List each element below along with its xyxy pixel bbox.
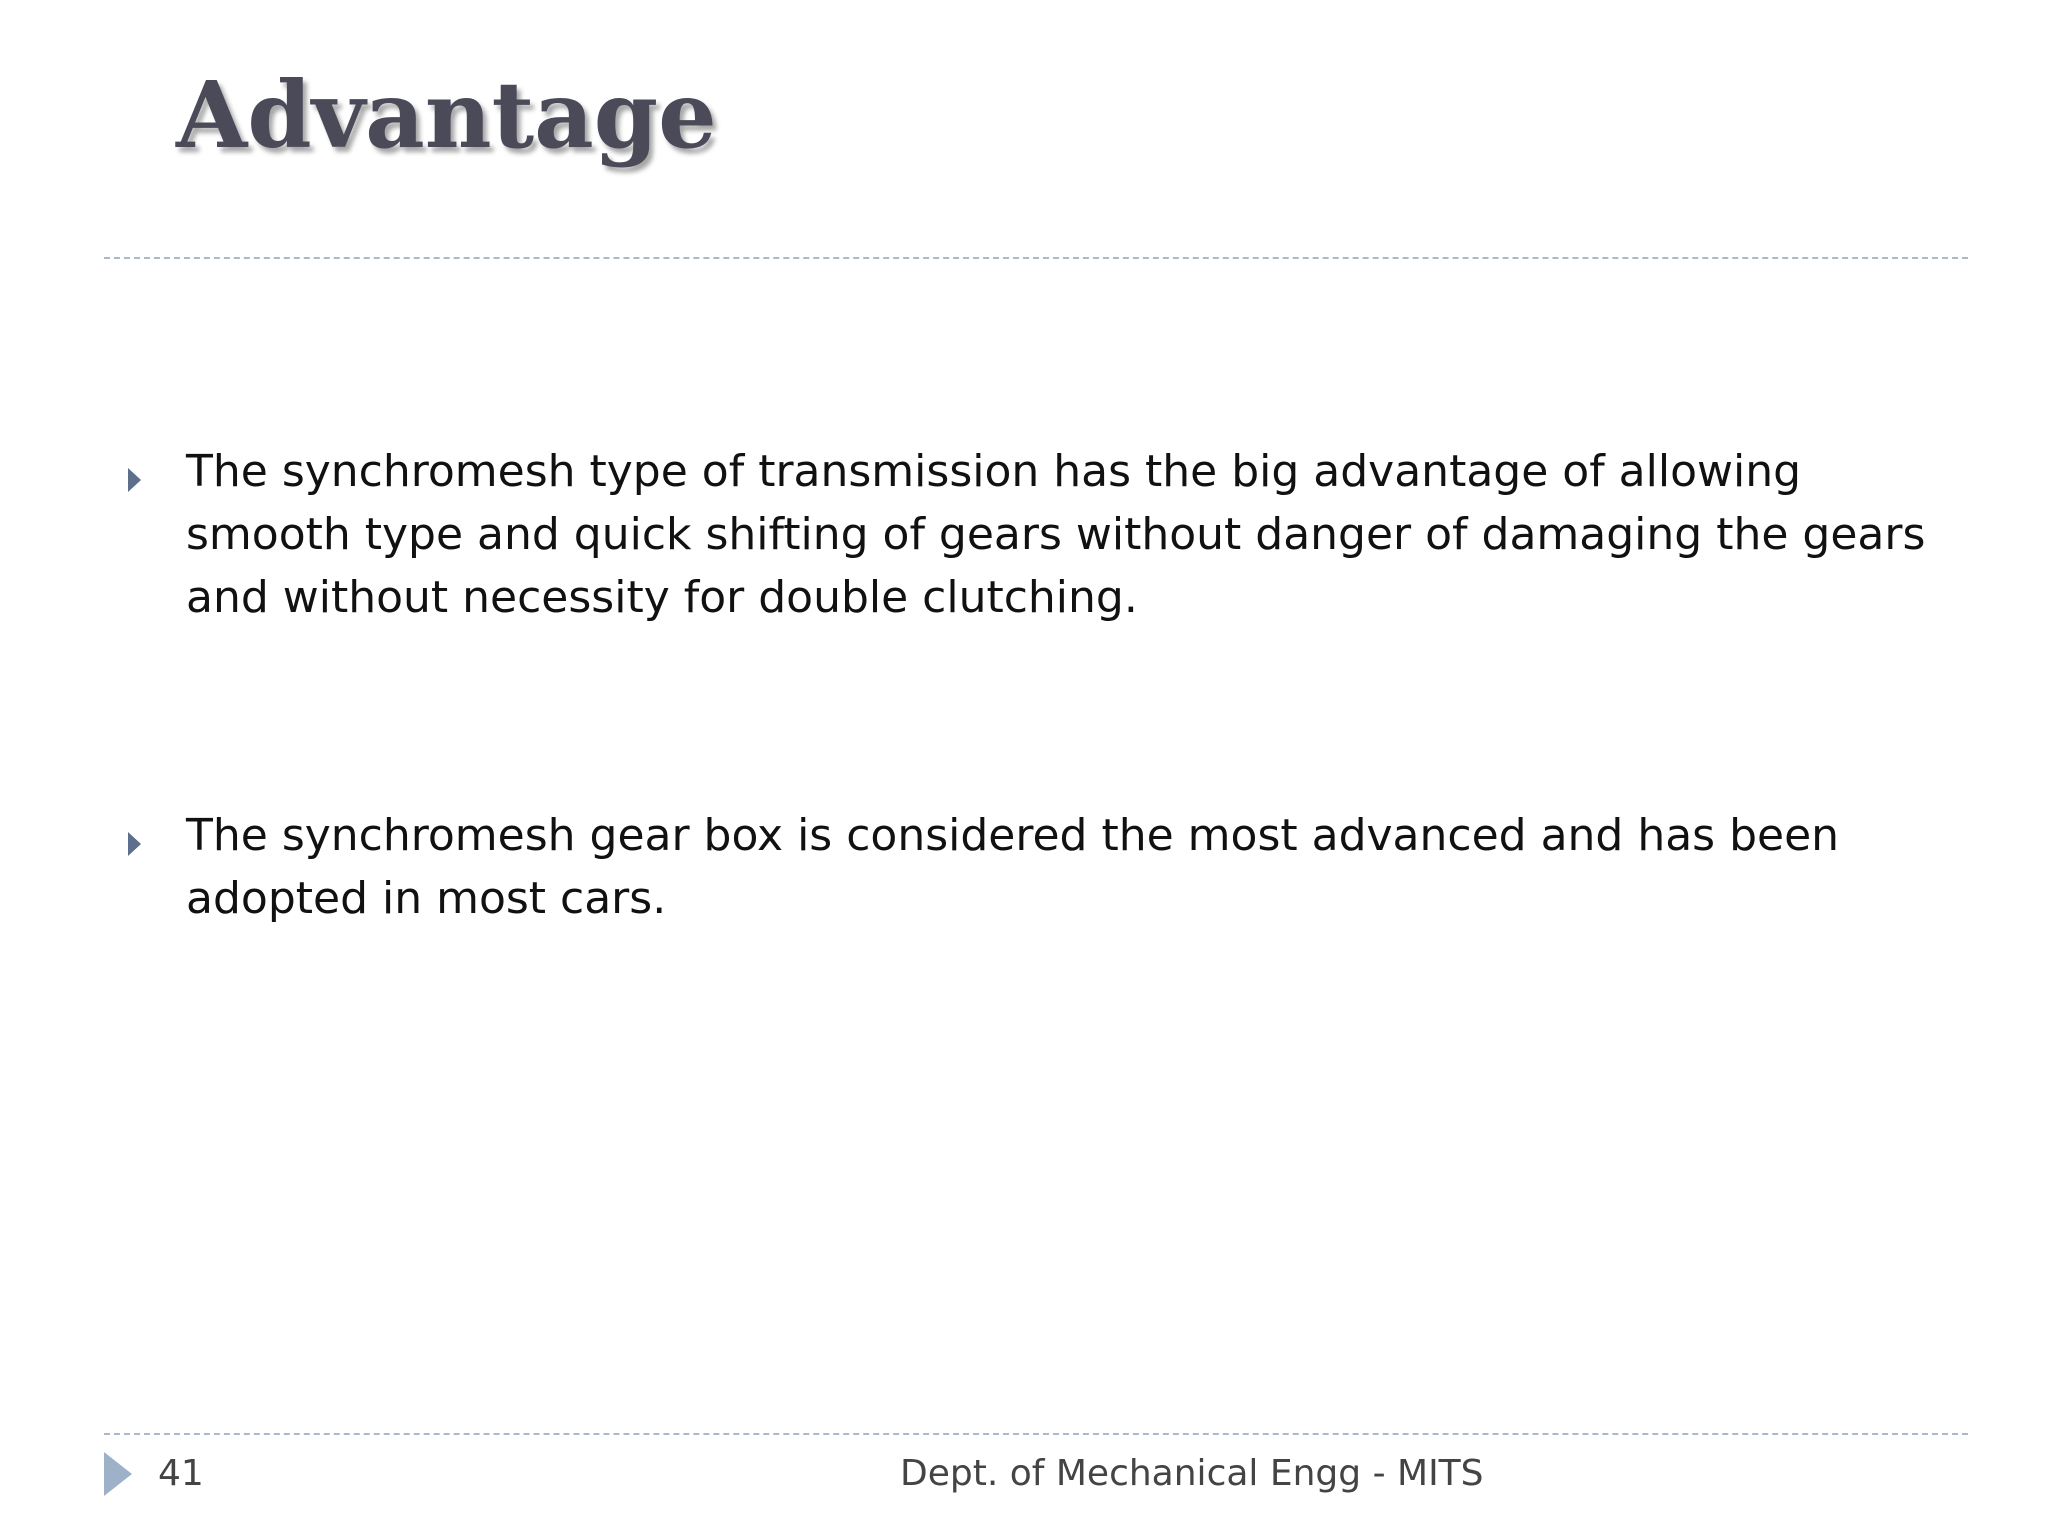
triangle-right-icon — [128, 468, 141, 492]
page-number: 41 — [158, 1453, 204, 1494]
bullet-text: The synchromesh type of transmission has the big advantage of allowing smooth type and quick shifting of gears without danger of damaging the gears and without necessity for double clutching. — [186, 446, 1926, 623]
title-divider — [104, 257, 1968, 259]
footer-divider — [104, 1433, 1968, 1435]
footer-text: Dept. of Mechanical Engg - MITS — [900, 1453, 1484, 1494]
triangle-right-icon — [104, 1452, 132, 1496]
slide-title: Advantage — [176, 61, 717, 169]
triangle-right-icon — [128, 832, 141, 856]
bullet-text: The synchromesh gear box is considered the most advanced and has been adopted in most cars. — [186, 810, 1840, 924]
